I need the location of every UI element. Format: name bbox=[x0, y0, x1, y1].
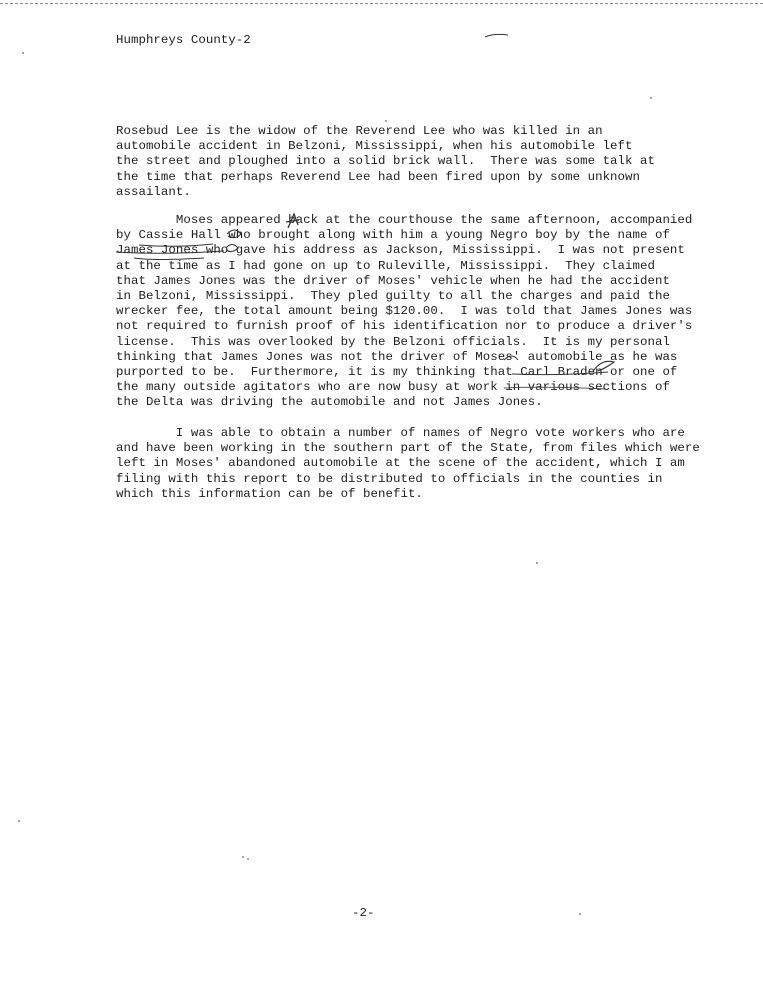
scan-speck bbox=[536, 562, 538, 564]
scan-speck bbox=[579, 913, 581, 915]
text-line: the Delta was driving the automobile and not James Jones. bbox=[116, 395, 543, 410]
paragraph-1 bbox=[116, 124, 655, 200]
header-pen-mark bbox=[484, 30, 510, 40]
text-line: assailant. bbox=[116, 184, 191, 199]
text-line: James Jones who gave his address as Jackson, Mississippi. I was not present bbox=[116, 243, 685, 258]
page-header: Humphreys County-2 bbox=[116, 33, 251, 47]
text-line: wrecker fee, the total amount being $120.00. I was told that James Jones was bbox=[116, 304, 693, 319]
page-top-edge bbox=[0, 3, 763, 4]
text-line: the time that perhaps Reverend Lee had been fired upon by some unknown bbox=[116, 169, 640, 184]
text-line: the street and ploughed into a solid brick wall. There was some talk at bbox=[116, 154, 655, 169]
text-line: by Cassie Hall who brought along with him a young Negro boy by the name of bbox=[116, 228, 670, 243]
scan-speck bbox=[18, 820, 20, 822]
text-line: and have been working in the southern part of the State, from files which were bbox=[116, 441, 700, 456]
page-number: -2- bbox=[352, 906, 375, 920]
scan-speck bbox=[385, 120, 387, 122]
scan-speck bbox=[242, 856, 244, 858]
text-line: left in Moses' abandoned automobile at the scene of the accident, which I am bbox=[116, 456, 685, 471]
text-line: which this information can be of benefit. bbox=[116, 486, 423, 501]
text-line: I was able to obtain a number of names of Negro vote workers who are bbox=[116, 426, 685, 440]
text-line: filing with this report to be distributed to officials in the counties in bbox=[116, 471, 663, 486]
text-line: not required to furnish proof of his identification nor to produce a driver's bbox=[116, 319, 693, 334]
text-line: thinking that James Jones was not the driver of Moses' automobile as he was bbox=[116, 349, 678, 364]
text-line: Rosebud Lee is the widow of the Reverend Lee who was killed in an bbox=[116, 124, 603, 138]
text-line: in Belzoni, Mississippi. They pled guilty to all the charges and paid the bbox=[116, 289, 670, 304]
scan-speck bbox=[22, 52, 24, 54]
text-line: license. This was overlooked by the Belzoni officials. It is my personal bbox=[116, 334, 670, 349]
paragraph-3 bbox=[116, 426, 700, 502]
text-line: automobile accident in Belzoni, Mississippi, when his automobile left bbox=[116, 139, 633, 154]
text-line: purported to be. Furthermore, it is my thinking that Carl Braden or one of bbox=[116, 365, 678, 380]
scan-speck bbox=[247, 858, 249, 860]
text-line: Moses appeared back at the courthouse the same afternoon, accompanied bbox=[116, 213, 693, 227]
text-line: the many outside agitators who are now busy at work in various sections of bbox=[116, 380, 670, 395]
text-line: that James Jones was the driver of Moses' vehicle when he had the accident bbox=[116, 273, 670, 288]
text-line: at the time as I had gone on up to Ruleville, Mississippi. They claimed bbox=[116, 258, 655, 273]
paragraph-2 bbox=[116, 213, 692, 411]
scan-speck bbox=[650, 97, 652, 99]
